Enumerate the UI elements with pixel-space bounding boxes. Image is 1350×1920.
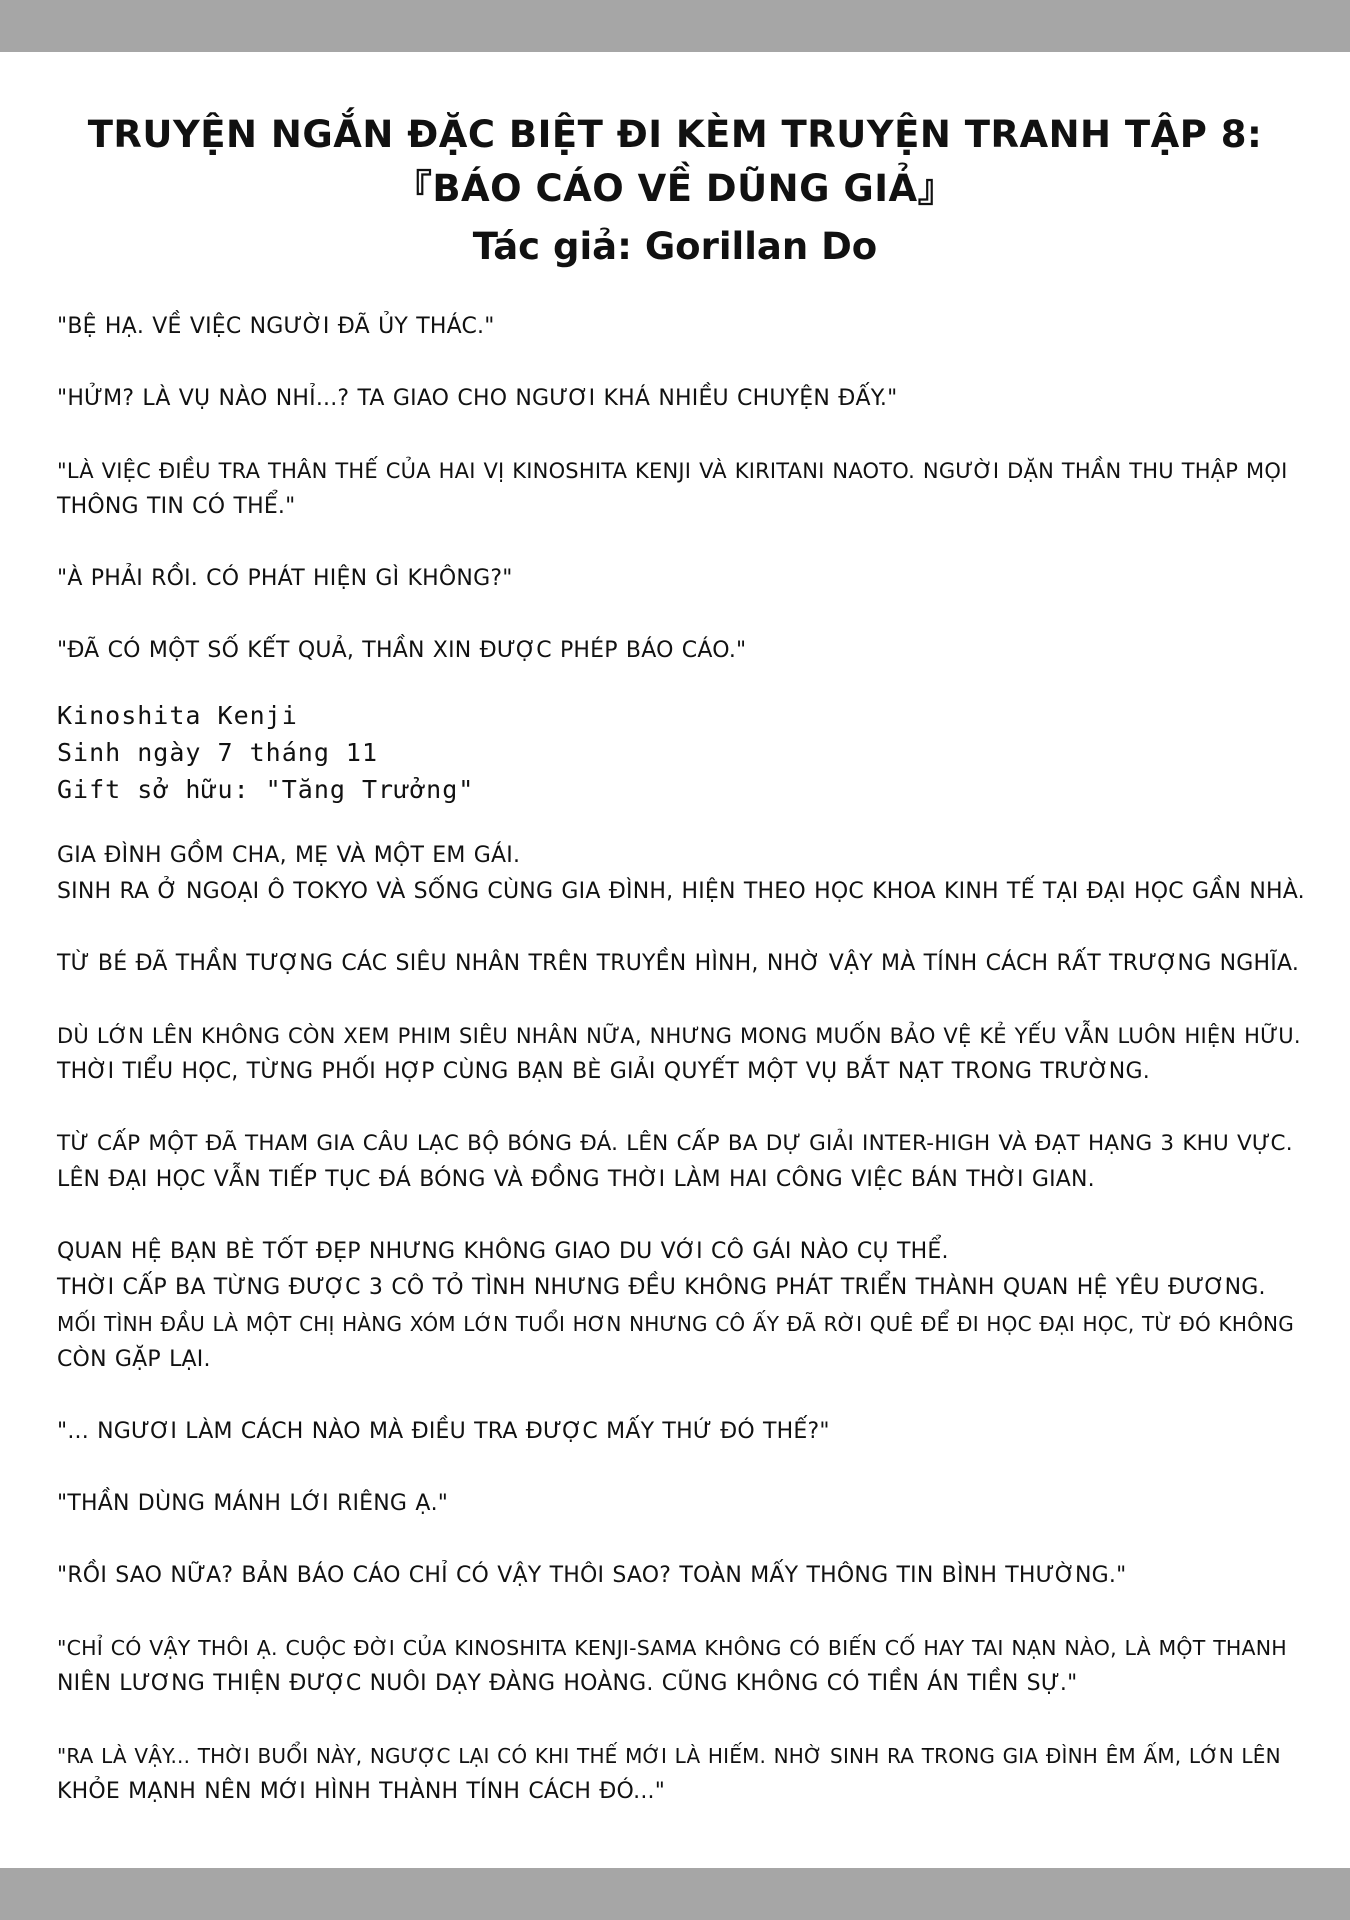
text-line: TỪ CẤP MỘT ĐÃ THAM GIA CÂU LẠC BỘ BÓNG ĐÁ. LÊN CẤP BA DỰ GIẢI INTER-HIGH VÀ ĐẠT HẠNG 3 KHU VỰC.	[57, 1131, 1293, 1156]
profile-block	[57, 697, 1307, 808]
profile-birthday: Sinh ngày 7 tháng 11	[57, 738, 379, 767]
report-paragraph	[57, 946, 1307, 982]
text-line: "ĐÃ CÓ MỘT SỐ KẾT QUẢ, THẦN XIN ĐƯỢC PHÉP BÁO CÁO."	[57, 638, 747, 663]
dialogue-paragraph	[57, 453, 1307, 525]
dialogue-paragraph	[57, 1630, 1307, 1702]
text-line: CÒN GẶP LẠI.	[57, 1347, 211, 1372]
title-line-2: 『BÁO CÁO VỀ DŨNG GIẢ』	[394, 167, 956, 210]
dialogue-paragraph	[57, 633, 1307, 669]
report-paragraph	[57, 1234, 1307, 1378]
text-line: MỐI TÌNH ĐẦU LÀ MỘT CHỊ HÀNG XÓM LỚN TUỔI HƠN NHƯNG CÔ ẤY ĐÃ RỜI QUÊ ĐỂ ĐI HỌC ĐẠI HỌC, TỪ ĐÓ KHÔNG	[57, 1312, 1294, 1336]
text-line: "RA LÀ VẬY... THỜI BUỔI NÀY, NGƯỢC LẠI CÓ KHI THẾ MỚI LÀ HIẾM. NHỜ SINH RA TRONG GIA ĐÌNH ÊM ẤM, LỚN LÊN	[57, 1744, 1281, 1768]
dialogue-paragraph	[57, 309, 1307, 345]
text-line: "HỬM? LÀ VỤ NÀO NHỈ...? TA GIAO CHO NGƯƠI KHÁ NHIỀU CHUYỆN ĐẤY."	[57, 386, 898, 411]
dialogue-paragraph	[57, 1414, 1307, 1450]
author-credit: Tác giả: Gorillan Do	[472, 225, 878, 268]
text-line: LÊN ĐẠI HỌC VẪN TIẾP TỤC ĐÁ BÓNG VÀ ĐỒNG THỜI LÀM HAI CÔNG VIỆC BÁN THỜI GIAN.	[57, 1167, 1095, 1192]
text-line: TỪ BÉ ĐÃ THẦN TƯỢNG CÁC SIÊU NHÂN TRÊN TRUYỀN HÌNH, NHỜ VẬY MÀ TÍNH CÁCH RẤT TRƯỢNG NGHĨA.	[57, 951, 1300, 976]
dialogue-paragraph	[57, 1486, 1307, 1522]
report-paragraph	[57, 838, 1307, 910]
text-line: DÙ LỚN LÊN KHÔNG CÒN XEM PHIM SIÊU NHÂN NỮA, NHƯNG MONG MUỐN BẢO VỆ KẺ YẾU VẪN LUÔN HIỆN HỮU.	[57, 1024, 1301, 1048]
story-body	[57, 309, 1307, 1846]
text-line: "LÀ VIỆC ĐIỀU TRA THÂN THẾ CỦA HAI VỊ KINOSHITA KENJI VÀ KIRITANI NAOTO. NGƯỜI DẶN THẦN THU THẬP MỌI	[57, 459, 1288, 483]
text-line: THỜI TIỂU HỌC, TỪNG PHỐI HỢP CÙNG BẠN BÈ GIẢI QUYẾT MỘT VỤ BẮT NẠT TRONG TRƯỜNG.	[57, 1059, 1150, 1084]
text-line: "... NGƯƠI LÀM CÁCH NÀO MÀ ĐIỀU TRA ĐƯỢC MẤY THỨ ĐÓ THẾ?"	[57, 1419, 830, 1444]
text-line: "À PHẢI RỒI. CÓ PHÁT HIỆN GÌ KHÔNG?"	[57, 566, 513, 591]
text-line: "CHỈ CÓ VẬY THÔI Ạ. CUỘC ĐỜI CỦA KINOSHITA KENJI-SAMA KHÔNG CÓ BIẾN CỐ HAY TAI NẠN NÀO, LÀ MỘT THANH	[57, 1636, 1287, 1660]
dialogue-paragraph	[57, 561, 1307, 597]
text-line: SINH RA Ở NGOẠI Ô TOKYO VÀ SỐNG CÙNG GIA ĐÌNH, HIỆN THEO HỌC KHOA KINH TẾ TẠI ĐẠI HỌC GẦN NHÀ.	[57, 879, 1305, 904]
page-header	[0, 108, 1350, 274]
dialogue-paragraph	[57, 1558, 1307, 1594]
dialogue-paragraph	[57, 1738, 1307, 1810]
title-line-1: TRUYỆN NGẮN ĐẶC BIỆT ĐI KÈM TRUYỆN TRANH TẬP 8:	[87, 113, 1263, 156]
text-line: QUAN HỆ BẠN BÈ TỐT ĐẸP NHƯNG KHÔNG GIAO DU VỚI CÔ GÁI NÀO CỤ THỂ.	[57, 1239, 949, 1264]
profile-gift: Gift sở hữu: "Tăng Trưởng"	[57, 775, 475, 804]
profile-name: Kinoshita Kenji	[57, 701, 298, 730]
text-line: "RỒI SAO NỮA? BẢN BÁO CÁO CHỈ CÓ VẬY THÔI SAO? TOÀN MẤY THÔNG TIN BÌNH THƯỜNG."	[57, 1563, 1127, 1588]
text-line: KHỎE MẠNH NÊN MỚI HÌNH THÀNH TÍNH CÁCH ĐÓ..."	[57, 1779, 666, 1804]
dialogue-paragraph	[57, 381, 1307, 417]
top-gray-bar	[0, 0, 1350, 52]
report-paragraph	[57, 1126, 1307, 1198]
bottom-gray-bar	[0, 1868, 1350, 1920]
text-line: THÔNG TIN CÓ THỂ."	[57, 494, 296, 519]
text-line: NIÊN LƯƠNG THIỆN ĐƯỢC NUÔI DẠY ĐÀNG HOÀNG. CŨNG KHÔNG CÓ TIỀN ÁN TIỀN SỰ."	[57, 1671, 1078, 1696]
text-line: THỜI CẤP BA TỪNG ĐƯỢC 3 CÔ TỎ TÌNH NHƯNG ĐỀU KHÔNG PHÁT TRIỂN THÀNH QUAN HỆ YÊU ĐƯƠNG.	[57, 1275, 1266, 1300]
text-line: "THẦN DÙNG MÁNH LỚI RIÊNG Ạ."	[57, 1491, 449, 1516]
text-line: "BỆ HẠ. VỀ VIỆC NGƯỜI ĐÃ ỦY THÁC."	[57, 314, 495, 339]
report-paragraph	[57, 1018, 1307, 1090]
text-line: GIA ĐÌNH GỒM CHA, MẸ VÀ MỘT EM GÁI.	[57, 843, 521, 868]
